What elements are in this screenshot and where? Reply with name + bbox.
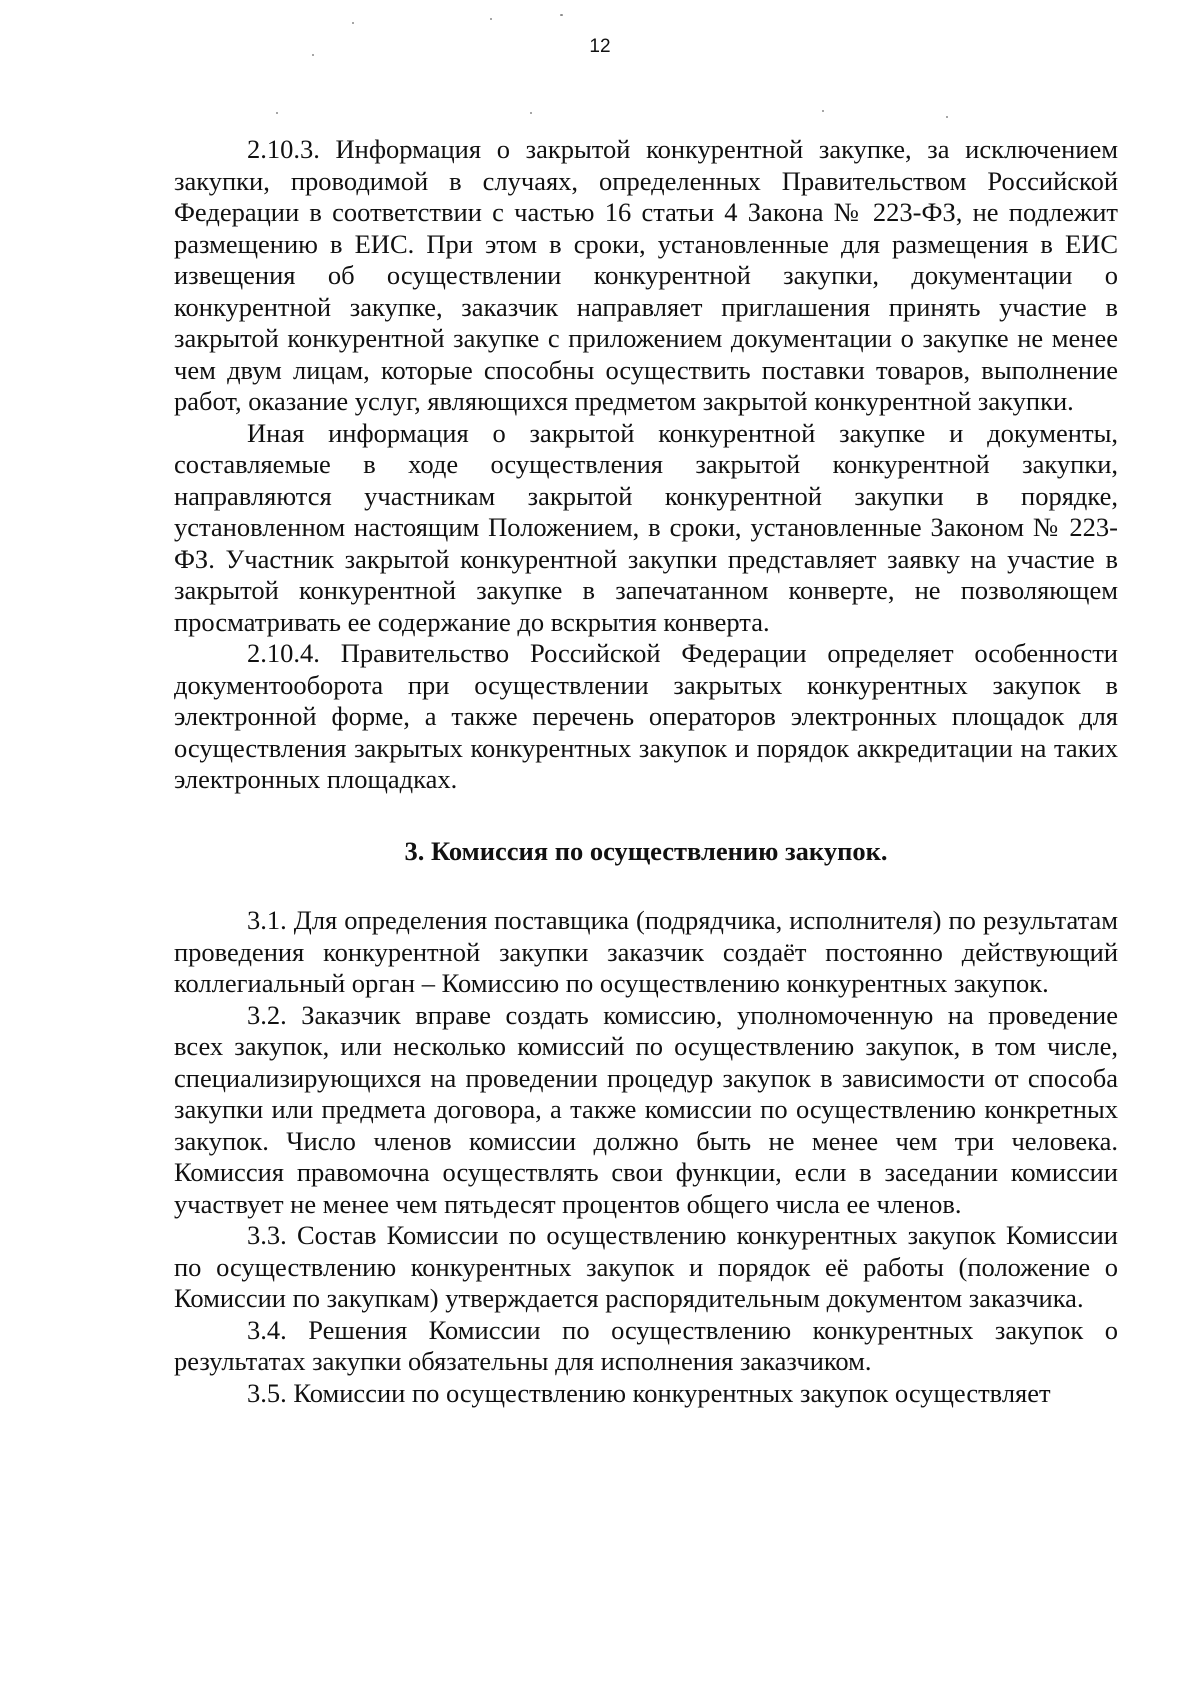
scan-speck	[946, 116, 948, 118]
paragraph-3-1: 3.1. Для определения поставщика (подрядчика, исполнителя) по результатам проведения конкурентной закупки заказчик создаёт постоянно действующий коллегиальный орган – Комиссию по осуществлению конкурентных закупок.	[174, 905, 1118, 998]
paragraph-other-information: Иная информация о закрытой конкурентной закупке и документы, составляемые в ходе осуществления закрытой конкурентной закупки, направляются участникам закрытой конкурентной закупки в порядке, установленном настоящим Положением, в сроки, установленные Законом № 223-ФЗ. Участник закрытой конкурентной закупки представляет заявку на участие в закрытой конкурентной закупке в запечатанном конверте, не позволяющем просматривать ее содержание до вскрытия конверта.	[174, 417, 1118, 637]
scan-speck	[530, 112, 532, 114]
paragraph-3-4: 3.4. Решения Комиссии по осуществлению конкурентных закупок о результатах закупки обязательны для исполнения заказчиком.	[174, 1314, 1118, 1376]
paragraph-3-2: 3.2. Заказчик вправе создать комиссию, уполномоченную на проведение всех закупок, или несколько комиссий по осуществлению закупок, в том числе, специализирующихся на проведении процедур закупок в зависимости от способа закупки или предмета договора, а также комиссии по осуществлению конкретных закупок. Число членов комиссии должно быть не менее чем три человека. Комиссия правомочна осуществлять свои функции, если в заседании комиссии участвует не менее чем пятьдесят процентов общего числа ее членов.	[174, 999, 1118, 1219]
scan-speck	[490, 18, 492, 20]
paragraph-2-10-3: 2.10.3. Информация о закрытой конкурентной закупке, за исключением закупки, проводимой в случаях, определенных Правительством Российской Федерации в соответствии с частью 16 статьи 4 Закона № 223-ФЗ, не подлежит размещению в ЕИС. При этом в сроки, установленные для размещения в ЕИС извещения об осуществлении конкурентной закупки, документации о конкурентной закупке, заказчик направляет приглашения принять участие в закрытой конкурентной закупке с приложением документации о закупке не менее чем двум лицам, которые способны осуществить поставки товаров, выполнение работ, оказание услуг, являющихся предметом закрытой конкурентной закупки.	[174, 134, 1118, 416]
scan-speck	[560, 14, 563, 16]
paragraph-3-5: 3.5. Комиссии по осуществлению конкурентных закупок осуществляет	[247, 1377, 1051, 1408]
paragraph-3-3: 3.3. Состав Комиссии по осуществлению конкурентных закупок Комиссии по осуществлению конкурентных закупок и порядок её работы (положение о Комиссии по закупкам) утверждается распорядительным документом заказчика.	[174, 1220, 1118, 1313]
scan-speck	[822, 110, 824, 112]
scan-speck	[276, 112, 278, 114]
page-number: 12	[589, 36, 611, 57]
section-heading: 3. Комиссия по осуществлению закупок.	[404, 835, 888, 866]
scan-speck	[352, 22, 354, 24]
paragraph-2-10-4: 2.10.4. Правительство Российской Федерации определяет особенности документооборота при осуществлении закрытых конкурентных закупок в электронной форме, а также перечень операторов электронных площадок для осуществления закрытых конкурентных закупок и порядок аккредитации на таких электронных площадках.	[174, 638, 1118, 794]
document-body	[174, 134, 1118, 1409]
